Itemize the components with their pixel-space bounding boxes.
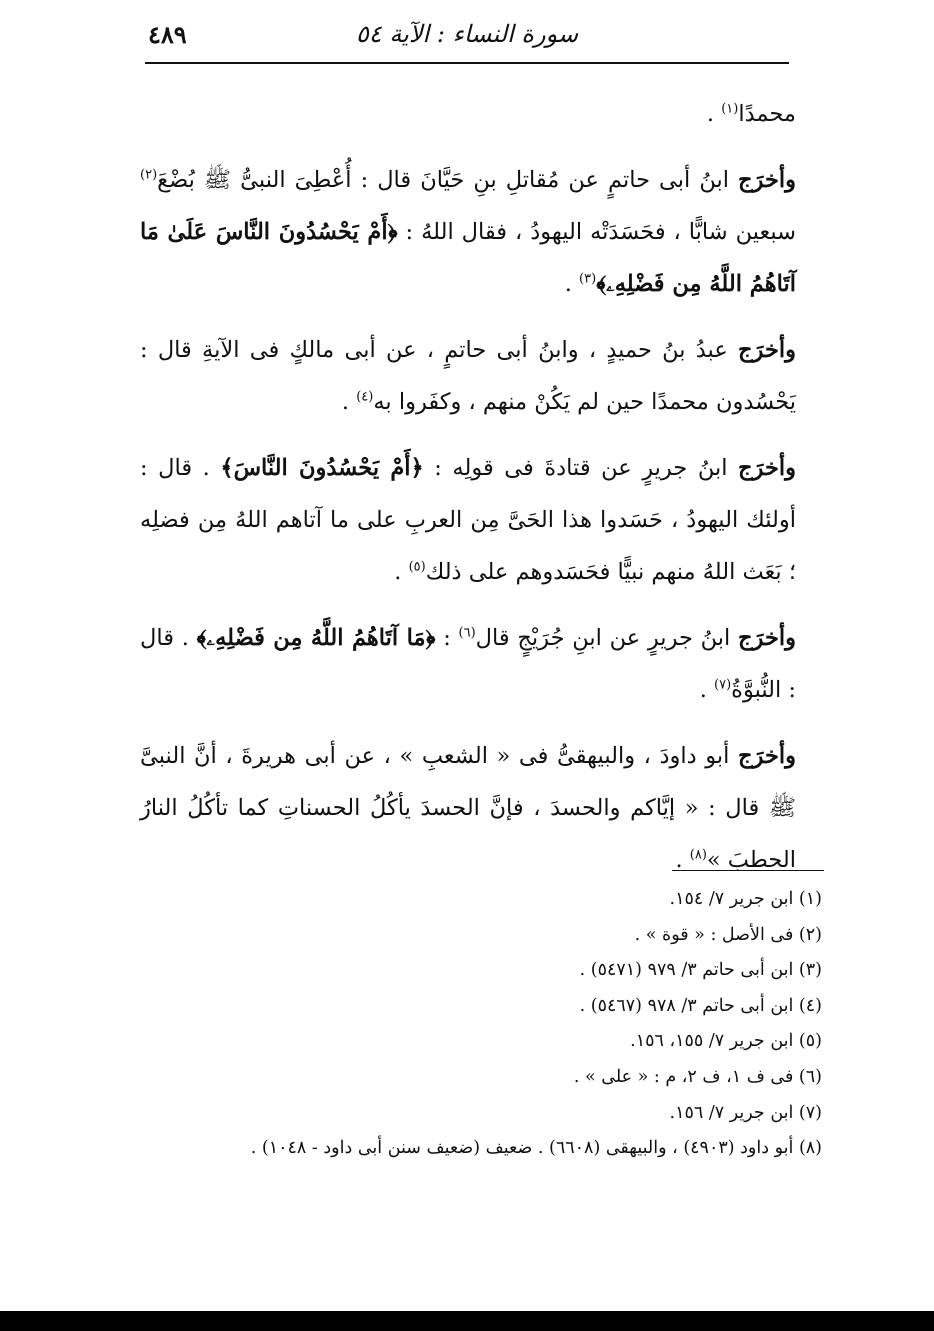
paragraph-text: : xyxy=(435,625,459,651)
quran-quote: ﴿أَمْ يَحْسُدُونَ النَّاسَ عَلَىٰ مَا آتَاهُمُ اللَّهُ مِن فَضْلِهِۦ﴾ xyxy=(140,219,796,297)
paragraph-text: ابنُ جريرٍ عن قتادةَ فى قولِه : xyxy=(423,455,739,481)
footnote-marker: (١) xyxy=(721,101,739,117)
paragraph xyxy=(140,154,796,310)
paragraph-text: . xyxy=(564,271,580,297)
paragraph-text: . قال : أولئك اليهودُ ، حَسَدوا هذا الحَىَّ مِن العربِ على ما آتاهم اللهُ مِن فضلِه ؛ بَعَث اللهُ منهم نبيًّا فحَسَدوهم على ذلك xyxy=(140,455,796,585)
footnote: (٧) ابن جرير ٧/ ١٥٦. xyxy=(669,1102,822,1123)
footnote: (٥) ابن جرير ٧/ ١٥٥، ١٥٦. xyxy=(630,1031,822,1052)
footnote-marker: (٤) xyxy=(356,389,374,405)
paragraph-text: . xyxy=(394,559,409,585)
paragraph-text: . xyxy=(706,101,722,127)
footnote-marker: (٣) xyxy=(579,271,597,287)
page-header xyxy=(148,14,786,54)
lead-word: وأخرَج xyxy=(738,625,796,651)
footnote: (٢) فى الأصل : « قوة » . xyxy=(634,924,822,945)
lead-word: وأخرَج xyxy=(738,743,796,769)
lead-word: وأخرَج xyxy=(738,167,796,193)
paragraph xyxy=(140,612,796,716)
paragraph xyxy=(140,442,796,598)
paragraph xyxy=(140,730,796,886)
paragraph-text: عبدُ بنُ حميدٍ ، وابنُ أبى حاتمٍ ، عن أبى مالكٍ فى الآيةِ قال : يَحْسُدون محمدًا حين لم يَكُنْ منهم ، وكفَروا به xyxy=(140,337,796,415)
footnote-marker: (٧) xyxy=(714,677,732,693)
footnote: (١) ابن جرير ٧/ ١٥٤. xyxy=(669,889,822,909)
footnote: (٣) ابن أبى حاتم ٣/ ٩٧٩ (٥٤٧١) . xyxy=(579,960,822,981)
lead-word: وأخرَج xyxy=(738,455,796,481)
footnote: (٨) أبو داود (٤٩٠٣) ، والبيهقى (٦٦٠٨) . ضعيف (ضعيف سنن أبى داود - ١٠٤٨) . xyxy=(250,1138,822,1159)
quran-quote: ﴿أَمْ يَحْسُدُونَ النَّاسَ﴾ xyxy=(220,455,424,481)
scan-bottom-border xyxy=(0,1311,934,1331)
paragraph-text: أبو داودَ ، والبيهقىُّ فى « الشعبِ » ، عن أبى هريرةَ ، أنَّ النبىَّ ﷺ قال : « إيَّاكم والحسدَ ، فإنَّ الحسدَ يأكُلُ الحسناتِ كما تأكُلُ النارُ الحطبَ » xyxy=(140,743,796,873)
footnote: (٤) ابن أبى حاتم ٣/ ٩٧٨ (٥٤٦٧) . xyxy=(579,995,822,1016)
page-number: ٤٨٩ xyxy=(148,20,187,49)
footnote-marker: (٨) xyxy=(689,847,707,863)
footnote-rule xyxy=(672,870,824,871)
header-rule xyxy=(145,62,789,64)
paragraph xyxy=(140,324,796,428)
main-text xyxy=(140,88,796,900)
lead-word: وأخرَج xyxy=(738,337,796,363)
footnotes xyxy=(150,882,822,1167)
paragraph-text: . xyxy=(341,389,357,415)
paragraph-text: ابنُ أبى حاتمٍ عن مُقاتلِ بنِ حَيَّانَ قال : أُعْطِىَ النبىُّ ﷺ بُضْعَ xyxy=(157,167,739,193)
footnote-marker: (٦) xyxy=(458,625,476,641)
paragraph xyxy=(140,88,796,140)
footnote-marker: (٥) xyxy=(408,559,426,575)
paragraph-text: . xyxy=(675,847,690,873)
paragraph-text: سبعين شابًّا ، فحَسَدَتْه اليهودُ ، فقال اللهُ : xyxy=(397,219,796,245)
paragraph-text: ابنُ جريرٍ عن ابنِ جُرَيْجٍ قال xyxy=(475,625,739,651)
footnote-marker: (٢) xyxy=(140,167,158,183)
footnote: (٦) فى ف ١، ف ٢، م : « على » . xyxy=(573,1066,822,1087)
running-title: سورة النساء : الآية ٥٤ xyxy=(355,20,579,48)
paragraph-text: . قال : النُّبوَّةُ xyxy=(140,625,796,703)
paragraph-text: محمدًا xyxy=(738,101,796,127)
quran-quote: ﴿مَا آتَاهُمُ اللَّهُ مِن فَضْلِهِۦ﴾ xyxy=(196,625,436,651)
paragraph-text: . xyxy=(699,677,715,703)
